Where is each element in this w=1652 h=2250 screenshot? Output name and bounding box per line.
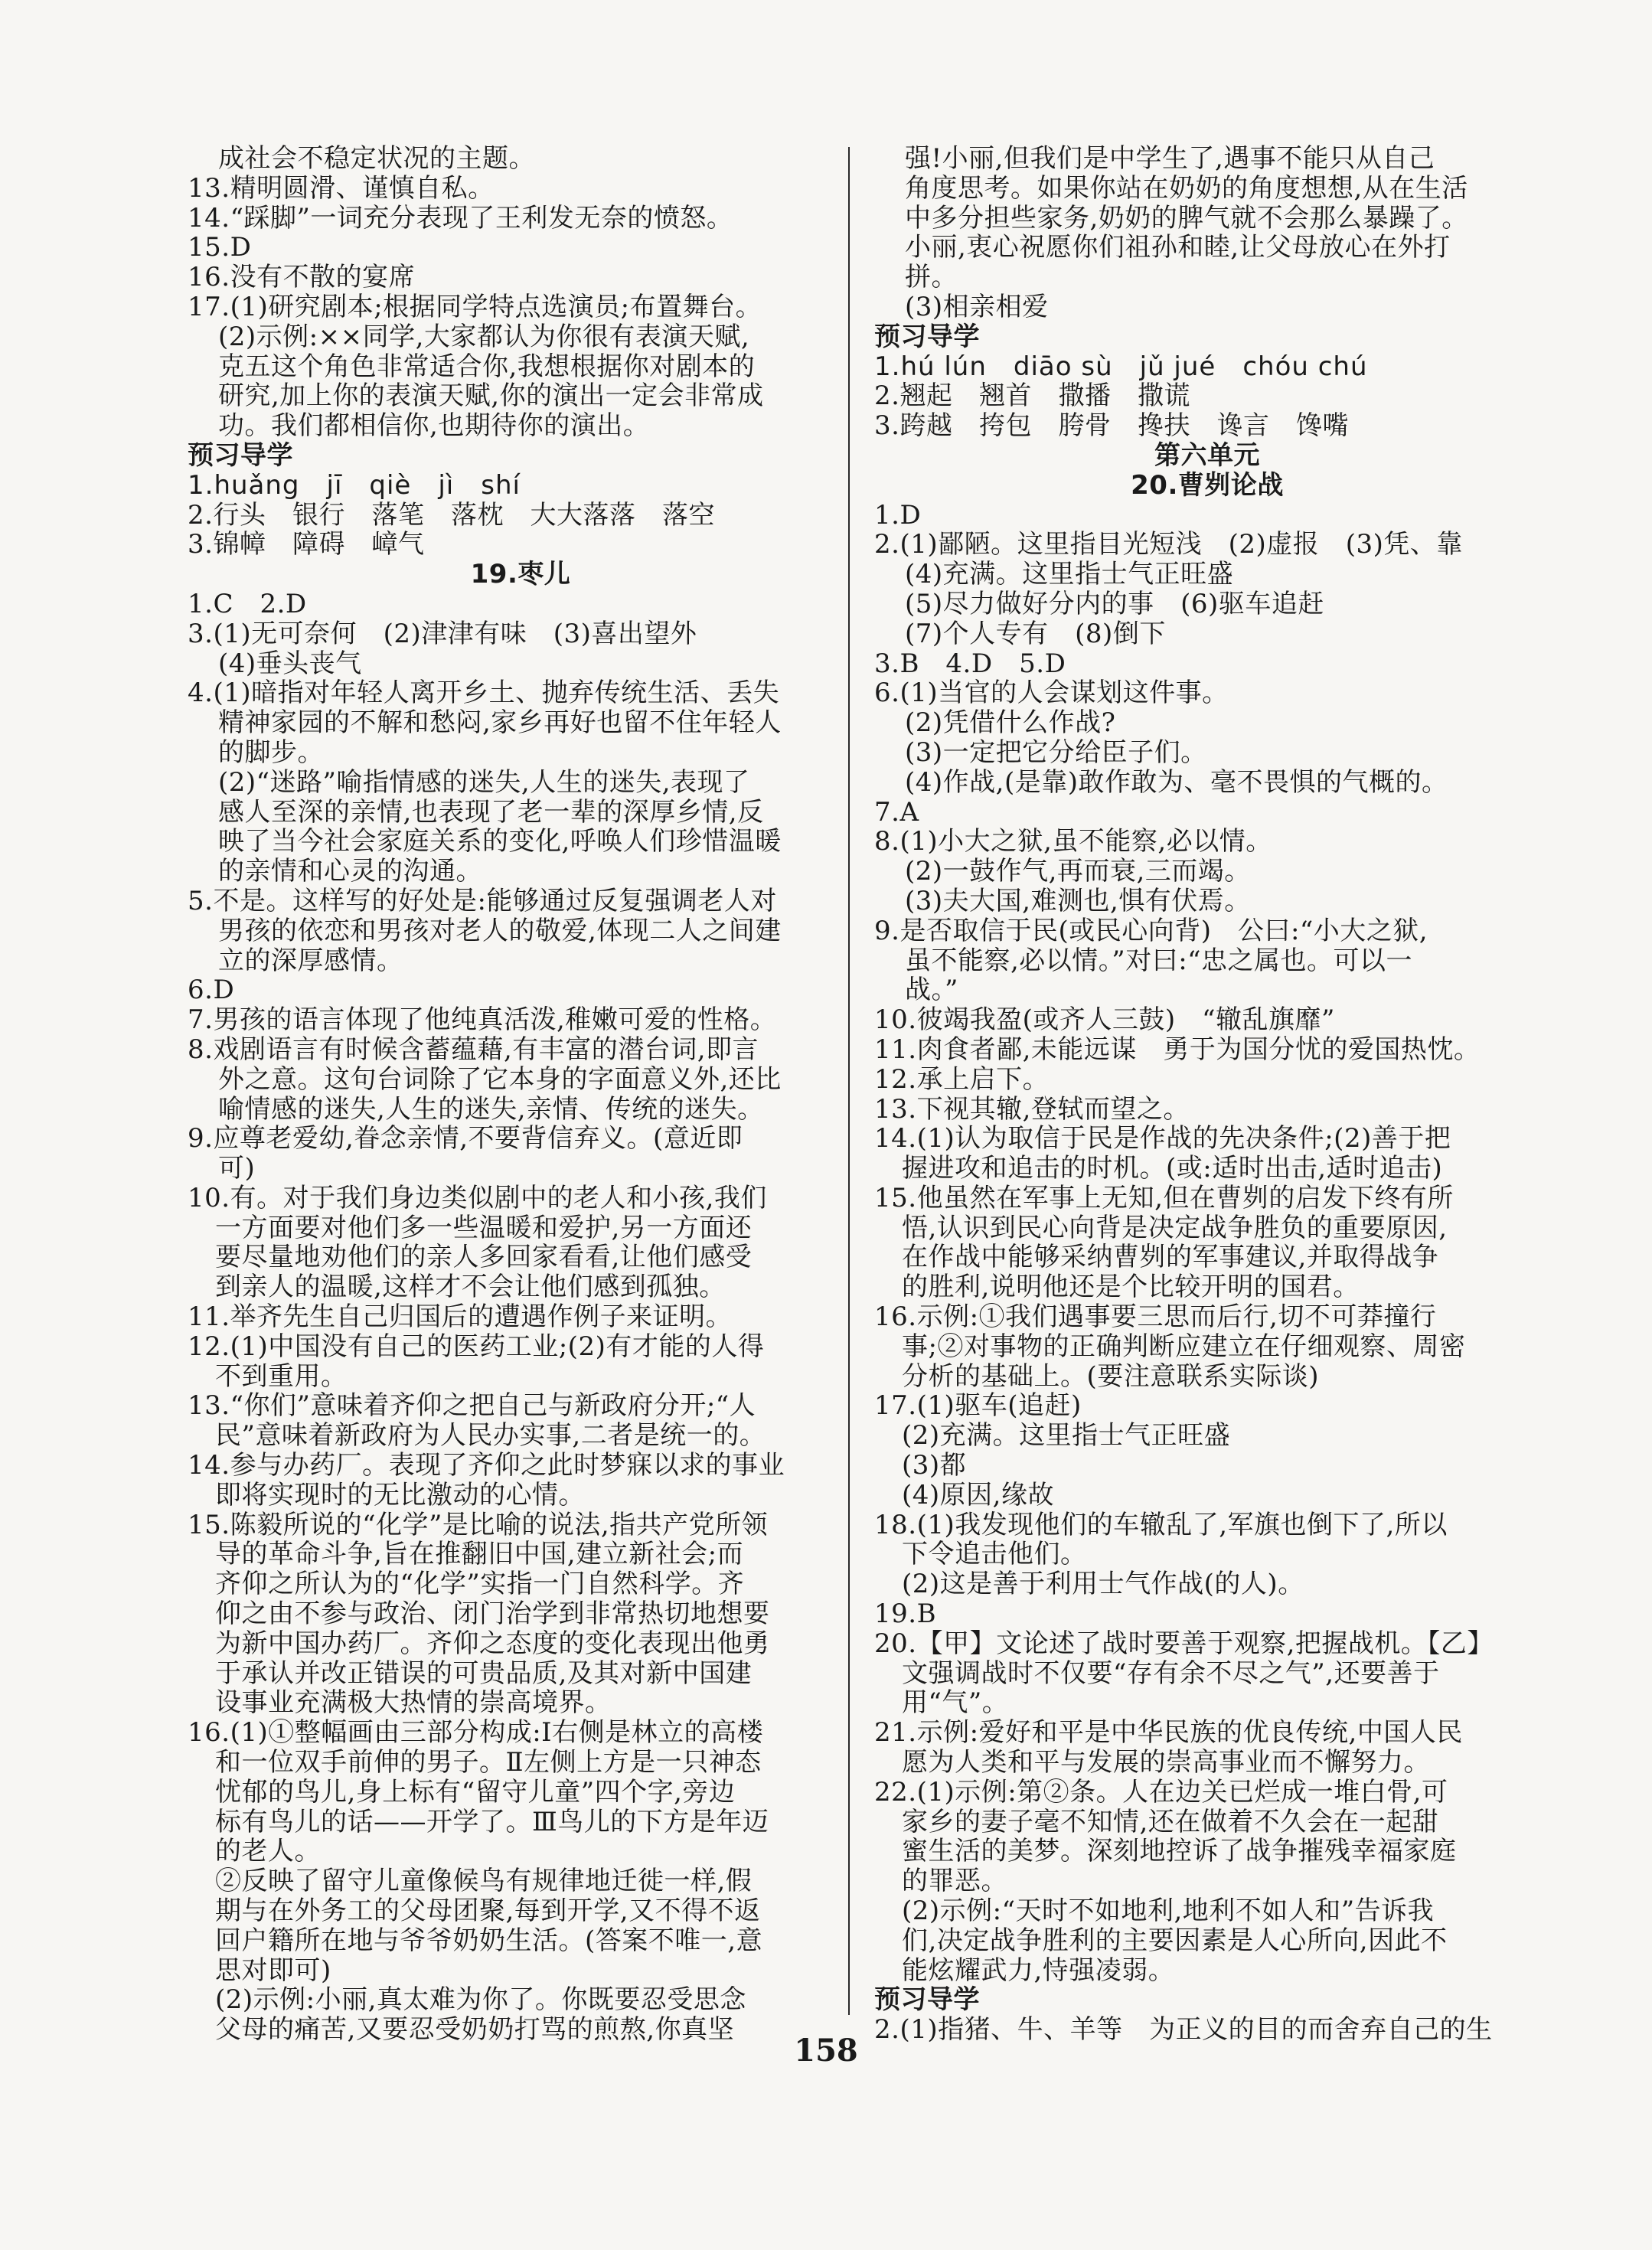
text-line: 战。” [905,975,958,1006]
text-line: 9.应尊老爱幼,眷念亲情,不要背信弃义。(意近即 [188,1123,743,1154]
text-line: 和一位双手前伸的男子。Ⅱ左侧上方是一只神态 [215,1747,762,1778]
text-line: 用“气”。 [902,1687,1009,1719]
text-line: 齐仰之所认为的“化学”实指一门自然科学。齐 [215,1569,745,1600]
text-line: 成社会不稳定状况的主题。 [218,143,535,174]
text-line: 文强调战时不仅要“存有余不尽之气”,还要善于 [902,1657,1440,1689]
text-line: (3)相亲相爱 [905,291,1049,322]
text-line: 不到重用。 [215,1360,348,1392]
text-line: 的老人。 [215,1836,321,1867]
text-line: 小丽,衷心祝愿你们祖孙和睦,让父母放心在外打 [905,232,1451,263]
text-line: (2)凭借什么作战? [905,707,1116,739]
text-line: (3)都 [902,1450,967,1481]
text-line: 下令追击他们。 [902,1539,1087,1570]
text-line: 1.huǎng jī qiè jì shí [188,469,521,501]
text-line: (2)示例:小丽,真太难为你了。你既要忍受思念 [215,1984,746,2016]
text-line: 的胜利,说明他还是个比较开明的国君。 [902,1272,1360,1303]
text-line: (5)尽力做好分内的事 (6)驱车追赶 [905,588,1324,619]
text-line: 8.戏剧语言有时候含蓄蕴藉,有丰富的潜台词,即言 [188,1034,759,1065]
text-line: 在作战中能够采纳曹刿的军事建议,并取得战争 [902,1242,1439,1273]
text-line: 预习导学 [874,1984,980,2016]
text-line: 11.举齐先生自己归国后的遭遇作例子来证明。 [188,1301,733,1333]
text-line: 可) [218,1153,256,1184]
text-line: 虽不能察,必以情。”对曰:“忠之属也。可以一 [905,945,1413,976]
text-line: 中多分担些家务,奶奶的脾气就不会那么暴躁了。 [905,202,1468,233]
text-line: (7)个人专有 (8)倒下 [905,618,1166,649]
text-line: 13.“你们”意味着齐仰之把自己与新政府分开;“人 [188,1390,756,1422]
text-line: 外之意。这句台词除了它本身的字面意义外,还比 [218,1063,782,1095]
text-line: 13.精明圆滑、谨慎自私。 [188,172,495,204]
text-line: 2.翘起 翘首 撒播 撒谎 [874,380,1190,412]
text-line: 家乡的妻子毫不知情,还在做着不久会在一起甜 [902,1806,1439,1837]
text-line: 功。我们都相信你,也期待你的演出。 [218,410,650,442]
text-line: 3.B 4.D 5.D [874,648,1066,679]
text-line: 喻情感的迷失,人生的迷失,亲情、传统的迷失。 [218,1093,764,1125]
text-line: 强!小丽,但我们是中学生了,遇事不能只从自己 [905,143,1435,174]
text-line: 2.行头 银行 落笔 落枕 大大落落 落空 [188,499,715,531]
text-line: 标有鸟儿的话——开学了。Ⅲ鸟儿的下方是年迈 [215,1806,769,1837]
text-line: 7.男孩的语言体现了他纯真活泼,稚嫩可爱的性格。 [188,1004,777,1036]
text-line: 19.B [874,1599,937,1630]
text-line: 能炫耀武力,恃强凌弱。 [902,1954,1175,1986]
text-line: 精神家园的不解和愁闷,家乡再好也留不住年轻人 [218,707,782,739]
text-line: 3.(1)无可奈何 (2)津津有味 (3)喜出望外 [188,618,697,649]
text-line: 一方面要对他们多一些温暖和爱护,另一方面还 [215,1212,753,1243]
text-line: 6.(1)当官的人会谋划这件事。 [874,678,1229,709]
text-line: 14.“踩脚”一词充分表现了王利发无奈的愤怒。 [188,202,733,233]
text-line: 18.(1)我发现他们的车辙乱了,军旗也倒下了,所以 [874,1509,1448,1540]
text-line: 角度思考。如果你站在奶奶的角度想想,从在生活 [905,172,1468,204]
text-line: (4)垂头丧气 [218,648,362,679]
text-line: 2.(1)指猪、牛、羊等 为正义的目的而舍弃自己的生 [874,2014,1493,2046]
text-line: 蜜生活的美梦。深刻地控诉了战争摧残幸福家庭 [902,1836,1457,1867]
text-line: (3)夫大国,难测也,惧有伏焉。 [905,885,1251,916]
text-line: 导的革命斗争,旨在推翻旧中国,建立新社会;而 [215,1539,744,1570]
text-line: 仰之由不参与政治、闭门治学到非常热切地想要 [215,1599,770,1630]
text-line: (3)一定把它分给臣子们。 [905,736,1207,768]
text-line: 10.彼竭我盈(或齐人三鼓) “辙乱旗靡” [874,1004,1335,1036]
text-line: 6.D [188,975,235,1006]
text-line: 愿为人类和平与发展的崇高事业而不懈努力。 [902,1747,1430,1778]
text-line: 12.承上启下。 [874,1063,1050,1095]
text-line: 20.曹刿论战 [1131,469,1284,501]
text-line: 立的深厚感情。 [218,945,403,976]
text-line: 要尽量地劝他们的亲人多回家看看,让他们感受 [215,1242,753,1273]
text-line: 11.肉食者鄙,未能远谋 勇于为国分忧的爱国热忱。 [874,1034,1481,1065]
right-column [874,144,1540,2045]
text-line: 14.参与办药厂。表现了齐仰之此时梦寐以求的事业 [188,1450,785,1481]
text-line: (4)充满。这里指士气正旺盛 [905,559,1234,590]
text-line: 的脚步。 [218,736,324,768]
text-line: 思对即可) [215,1954,331,1986]
text-line: 2.(1)鄙陋。这里指目光短浅 (2)虚报 (3)凭、靠 [874,529,1463,560]
text-line: 分析的基础上。(要注意联系实际谈) [902,1360,1320,1392]
text-line: 第六单元 [1154,439,1260,471]
text-line: 5.不是。这样写的好处是:能够通过反复强调老人对 [188,885,777,916]
text-line: 17.(1)研究剧本;根据同学特点选演员;布置舞台。 [188,291,762,322]
text-line: 男孩的依恋和男孩对老人的敬爱,体现二人之间建 [218,915,782,946]
text-line: (2)示例:××同学,大家都认为你很有表演天赋, [218,321,750,352]
left-column [188,144,854,2045]
text-line: 3.锦幛 障碍 嶂气 [188,529,425,560]
text-line: 期与在外务工的父母团聚,每到开学,又不得不返 [215,1896,761,1927]
text-line: 14.(1)认为取信于民是作战的先决条件;(2)善于把 [874,1123,1451,1154]
text-line: 感人至深的亲情,也表现了老一辈的深厚乡情,反 [218,796,764,828]
text-line: 8.(1)小大之狱,虽不能察,必以情。 [874,826,1272,857]
text-line: 19.枣儿 [470,559,571,590]
text-line: 握进攻和追击的时机。(或:适时出击,适时追击) [902,1153,1443,1184]
text-line: 17.(1)驱车(追赶) [874,1390,1082,1422]
text-line: 于承认并改正错误的可贵品质,及其对新中国建 [215,1657,753,1689]
text-line: 4.(1)暗指对年轻人离开乡土、抛弃传统生活、丢失 [188,678,780,709]
text-line: 1.D [874,499,922,531]
text-line: 父母的痛苦,又要忍受奶奶打骂的煎熬,你真坚 [215,2014,735,2046]
text-line: 7.A [874,796,919,828]
text-line: (4)作战,(是靠)敢作敢为、毫不畏惧的气概的。 [905,766,1448,798]
text-line: 为新中国办药厂。齐仰之态度的变化表现出他勇 [215,1628,770,1659]
text-line: 的罪恶。 [902,1866,1007,1897]
text-line: 的亲情和心灵的沟通。 [218,856,482,887]
text-line: 拼。 [905,262,958,293]
text-line: ②反映了留守儿童像候鸟有规律地迁徙一样,假 [215,1866,753,1897]
text-line: 预习导学 [188,439,293,471]
page-number: 158 [794,2033,858,2069]
text-line: 15.D [188,232,252,263]
text-line: 15.陈毅所说的“化学”是比喻的说法,指共产党所领 [188,1509,769,1540]
text-line: 事;②对事物的正确判断应建立在仔细观察、周密 [902,1331,1466,1362]
text-line: 1.hú lún diāo sù jǔ jué chóu chú [874,351,1368,382]
text-line: 1.C 2.D [188,588,307,619]
text-line: 16.示例:①我们遇事要三思而后行,切不可莽撞行 [874,1301,1437,1333]
text-line: (2)示例:“天时不如地利,地利不如人和”告诉我 [902,1896,1435,1927]
column-divider [848,147,850,2015]
text-line: 12.(1)中国没有自己的医药工业;(2)有才能的人得 [188,1331,765,1362]
text-line: 即将实现时的无比激动的心情。 [215,1479,585,1510]
text-line: 13.下视其辙,登轼而望之。 [874,1093,1190,1125]
text-line: 到亲人的温暖,这样才不会让他们感到孤独。 [215,1272,726,1303]
text-line: 20.【甲】文论述了战时要善于观察,把握战机。【乙】 [874,1628,1494,1659]
text-line: 民”意味着新政府为人民办实事,二者是统一的。 [215,1420,766,1452]
text-line: (2)充满。这里指士气正旺盛 [902,1420,1231,1452]
text-line: 们,决定战争胜利的主要因素是人心所向,因此不 [902,1925,1448,1956]
text-line: 10.有。对于我们身边类似剧中的老人和小孩,我们 [188,1182,767,1213]
text-line: 15.他虽然在军事上无知,但在曹刿的启发下终有所 [874,1182,1454,1213]
text-line: 设事业充满极大热情的崇高境界。 [215,1687,612,1719]
text-line: 忧郁的鸟儿,身上标有“留守儿童”四个字,旁边 [215,1776,736,1808]
text-line: 3.跨越 挎包 胯骨 搀扶 谗言 馋嘴 [874,410,1349,442]
text-line: 悟,认识到民心向背是决定战争胜负的重要原因, [902,1212,1448,1243]
text-line: (2)这是善于利用士气作战(的人)。 [902,1569,1304,1600]
text-line: 21.示例:爱好和平是中华民族的优良传统,中国人民 [874,1717,1463,1749]
text-line: 映了当今社会家庭关系的变化,呼唤人们珍惜温暖 [218,826,782,857]
text-line: 研究,加上你的表演天赋,你的演出一定会非常成 [218,380,764,412]
text-line: (4)原因,缘故 [902,1479,1054,1510]
text-line: 16.没有不散的宴席 [188,262,416,293]
text-line: 克五这个角色非常适合你,我想根据你对剧本的 [218,351,756,382]
text-line: 预习导学 [874,321,980,352]
text-line: 9.是否取信于民(或民心向背) 公曰:“小大之狱, [874,915,1428,946]
text-line: 回户籍所在地与爷爷奶奶生活。(答案不唯一,意 [215,1925,763,1956]
text-line: 22.(1)示例:第②条。人在边关已烂成一堆白骨,可 [874,1776,1448,1808]
text-line: (2)一鼓作气,再而衰,三而竭。 [905,856,1251,887]
text-line: 16.(1)①整幅画由三部分构成:Ⅰ右侧是林立的高楼 [188,1717,764,1749]
text-line: (2)“迷路”喻指情感的迷失,人生的迷失,表现了 [218,766,750,798]
